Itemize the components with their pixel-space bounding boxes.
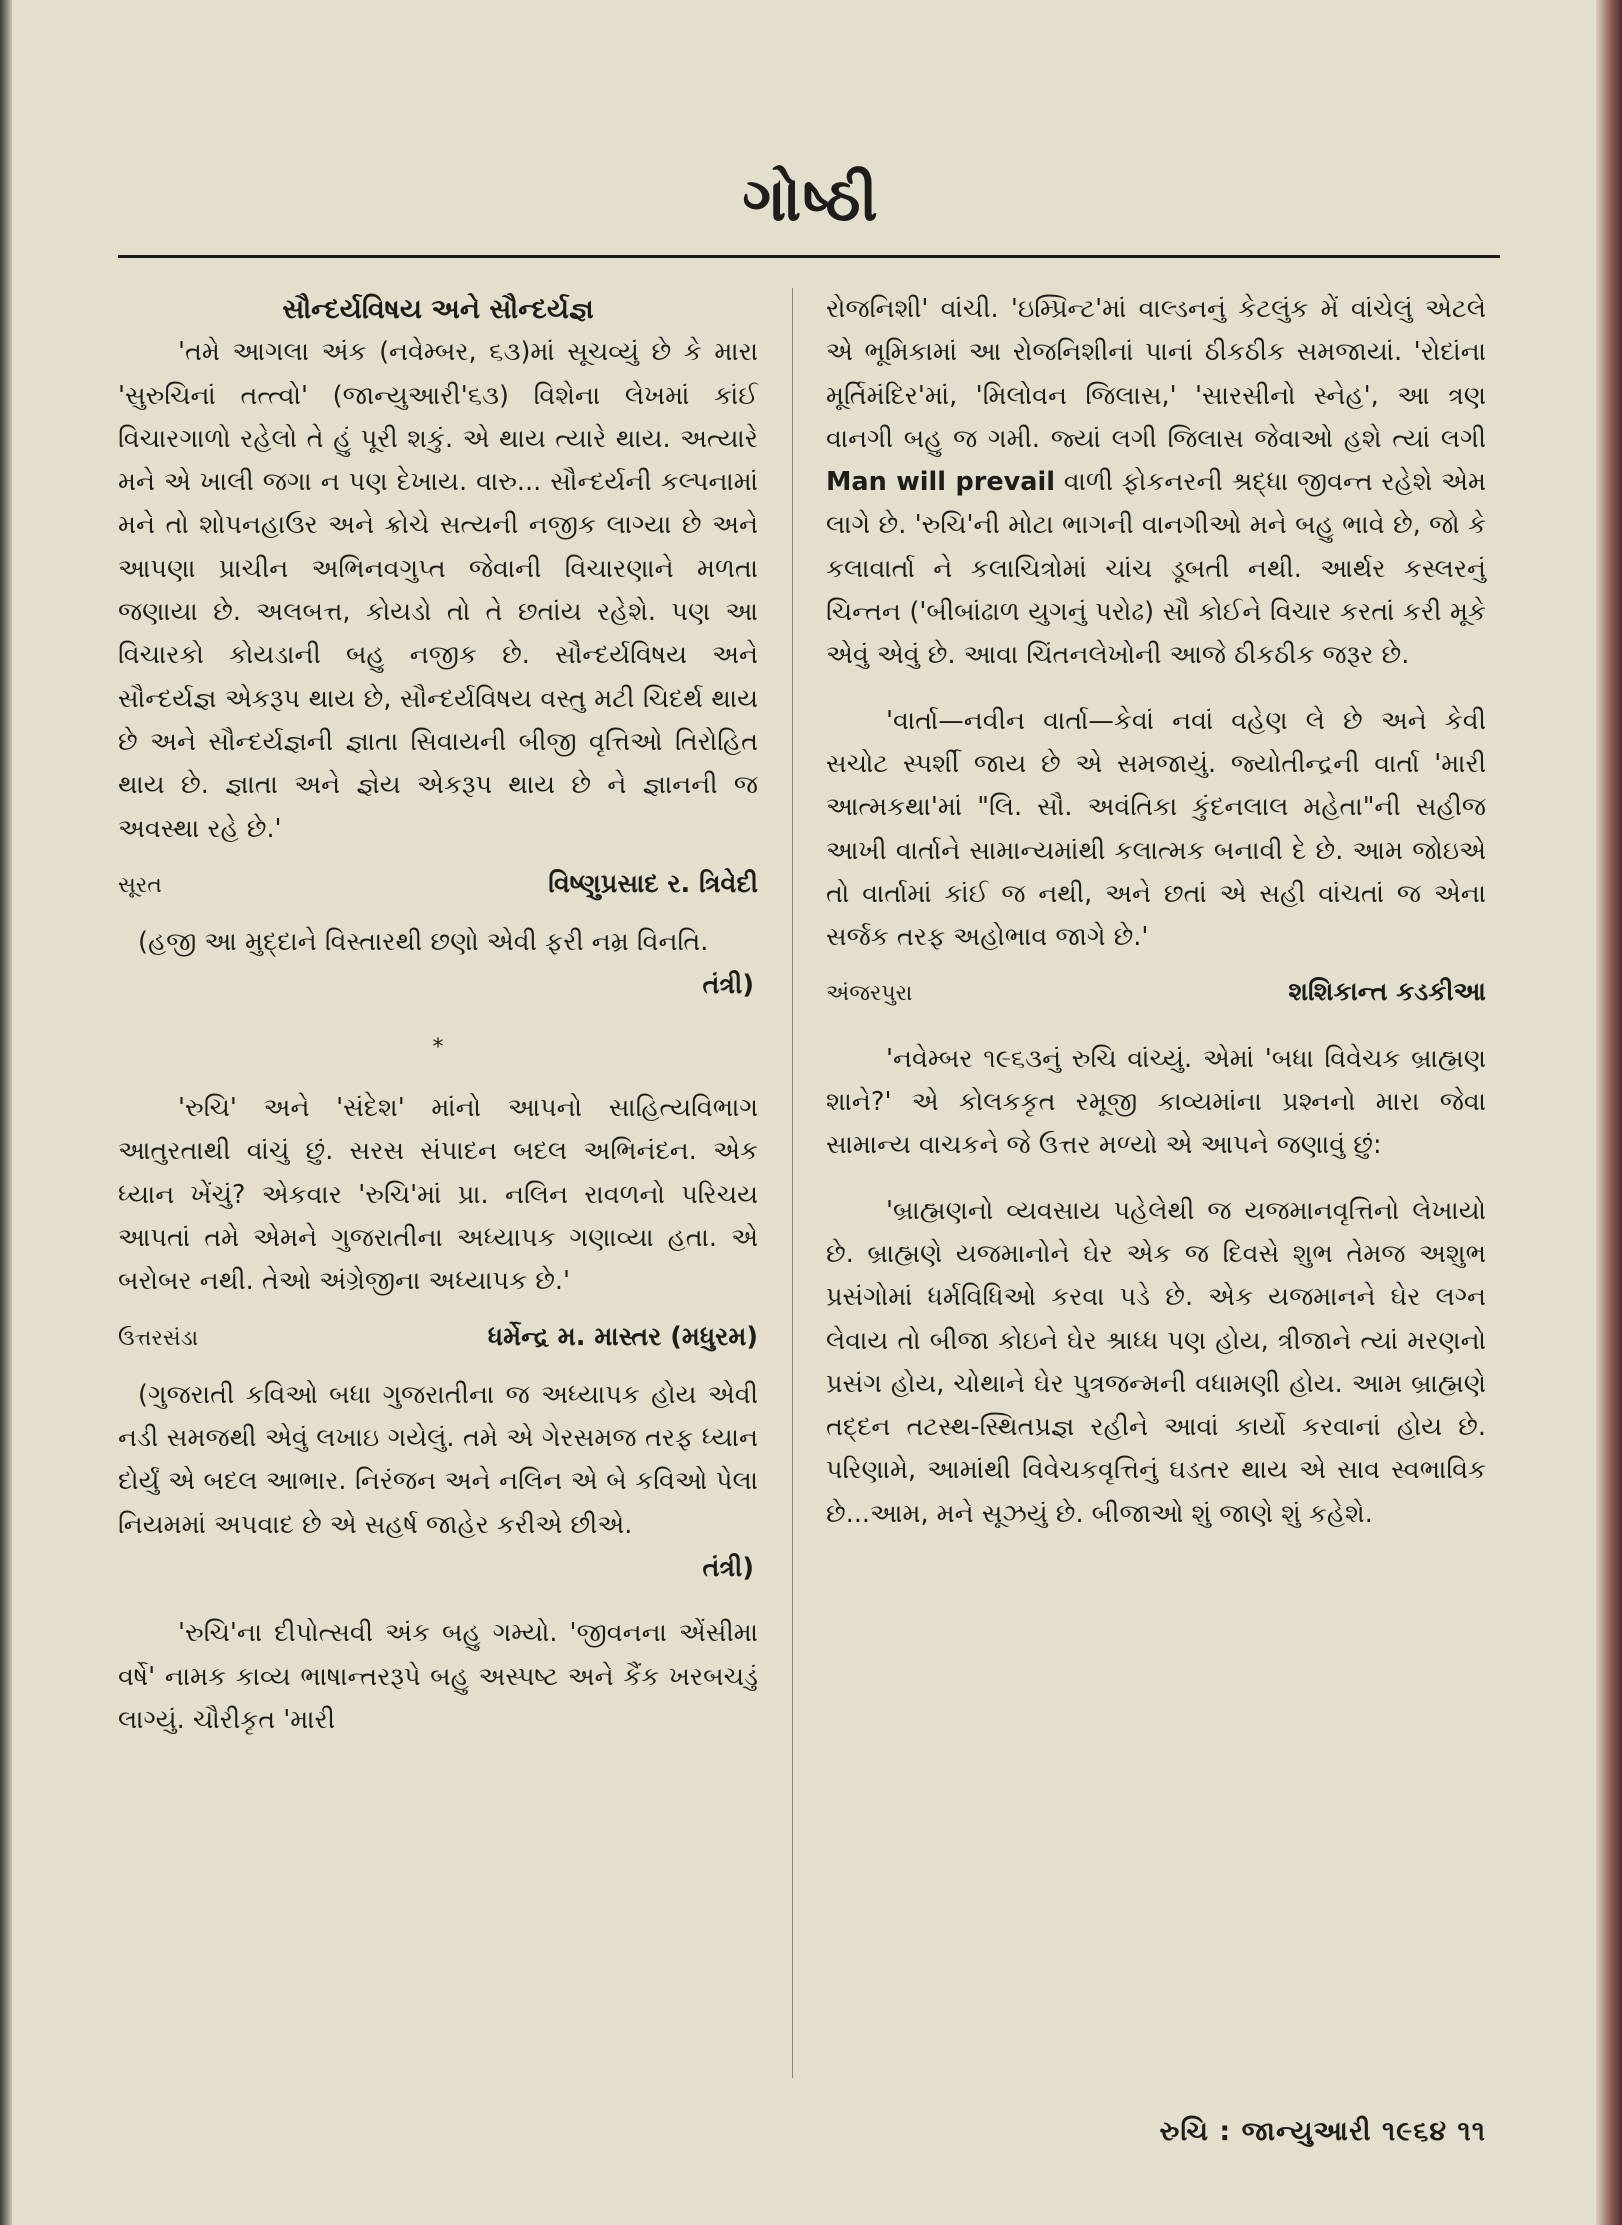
letter-paragraph: 'વાર્તા—નવીન વાર્તા—કેવાં નવાં વહેણ લે છે અને કેવી સચોટ સ્પર્શી જાય છે એ સમજાયું. જ્યોતીન્દ્રની વાર્તા 'મારી આત્મકથા'માં "લિ. સૌ. અવંતિકા કુંદનલાલ મહેતા"ની સહીજ આખી વાર્તાને સામાન્યમાંથી કલાત્મક બનાવી દે છે. આમ જોઇએ તો વાર્તામાં કાંઈ જ નથી, અને છતાં એ સહી વાંચતાં જ એના સર્જક તરફ અહોભાવ જાગે છે.'	[826, 705, 1486, 953]
letter-paragraph: 'તમે આગલા અંક (નવેમ્બર, ૬૩)માં સૂચવ્યું છે કે મારા 'સુરુચિનાં તત્ત્વો' (જાન્યુઆરી'૬૩) વિશેના લેખમાં કાંઈ વિચારગાળો રહેલો તે હું પૂરી શકું. એ થાય ત્યારે થાય. અત્યારે મને એ ખાલી જગા ન પણ દેખાય. વારુ... સૌન્દર્યની કલ્પનામાં મને તો શોપનહાઉર અને ક્રોચે સત્યની નજીક લાગ્યા છે અને આપણા પ્રાચીન અભિનવગુપ્ત જેવાની વિચારણાને મળતા જણાયા છે. અલબત્ત, કોયડો તો તે છતાંય રહેશે. પણ આ વિચારકો કોયડાની બહુ નજીક છે. સૌન્દર્યવિષય અને સૌન્દર્યજ્ઞ એકરૂપ થાય છે, સૌન્દર્યવિષય વસ્તુ મટી ચિદર્થ થાય છે અને સૌન્દર્યજ્ઞની જ્ઞાતા સિવાયની બીજી વૃત્તિઓ તિરોહિત થાય છે. જ્ઞાતા અને જ્ઞેય એકરૂપ થાય છે ને જ્ઞાનની જ અવસ્થા રહે છે.'	[118, 337, 758, 844]
editor-sign-row	[118, 964, 758, 1007]
signature-name: શશિકાન્ત કડકીઆ	[1288, 977, 1486, 1008]
signature-place: અંજરપુરા	[826, 981, 913, 1007]
column-divider	[792, 288, 793, 2078]
letter-paragraph: 'રુચિ'ના દીપોત્સવી અંક બહુ ગમ્યો. 'જીવનના એંસીમા વર્ષે' નામક કાવ્ય ભાષાન્તરરૂપે બહુ અસ્પષ્ટ અને કૈંક ખરબચડું લાગ્યું. ચૌરીકૃત 'મારી	[118, 1618, 758, 1735]
editor-sign: તંત્રી)	[702, 970, 754, 1001]
letter-paragraph	[826, 288, 1486, 678]
left-column	[118, 288, 758, 1742]
editor-sign: તંત્રી)	[702, 1553, 754, 1584]
right-column	[826, 288, 1486, 1536]
signature-row	[118, 1316, 758, 1360]
letter-paragraph: 'રુચિ' અને 'સંદેશ' માંનો આપનો સાહિત્યવિભાગ આતુરતાથી વાંચું છું. સરસ સંપાદન બદલ અભિનંદન. એક ધ્યાન ખેંચું? એકવાર 'રુચિ'માં પ્રા. નલિન રાવળનો પરિચય આપતાં તમે એમને ગુજરાતીના અધ્યાપક ગણાવ્યા હતા. એ બરોબર નથી. તેઓ અંગ્રેજીના અધ્યાપક છે.'	[118, 1093, 758, 1297]
page-footer: રુચિ : જાન્યુઆરી ૧૯૬૪ ૧૧	[1159, 2116, 1486, 2147]
editor-sign-row	[118, 1547, 758, 1590]
signature-row	[826, 971, 1486, 1015]
signature-row	[118, 863, 758, 907]
signature-name: ધર્મેન્દ્ર મ. માસ્તર (મધુરમ)	[487, 1321, 758, 1352]
page-edge-left	[0, 0, 12, 2225]
letter-text: રોજનિશી' વાંચી. 'ઇમ્પ્રિન્ટ'માં વાલ્ડનનું કેટલુંક મેં વાંચેલું એટલે એ ભૂમિકામાં આ રોજનિશીનાં પાનાં ઠીકઠીક સમજાયાં. 'રોદાંના મૂર્તિમંદિર'માં, 'મિલોવન જિલાસ,' 'સારસીનો સ્નેહ', આ ત્રણ વાનગી બહુ જ ગમી. જ્યાં લગી જિલાસ જેવાઓ હશે ત્યાં લગી	[826, 294, 1486, 454]
letter-text: વાળી ફોકનરની શ્રદ્ધા જીવન્ત રહેશે એમ લાગે છે. 'રુચિ'ની મોટા ભાગની વાનગીઓ મને બહુ ભાવે છે, જો કે કલાવાર્તા ને કલાચિત્રોમાં ચાંચ ડૂબતી નથી. આર્થર કસ્લરનું ચિન્તન ('બીબાંઢાળ યુગનું પરોઢ) સૌ કોઈને વિચાર કરતાં કરી મૂકે એવું એવું છે. આવા ચિંતનલેખોની આજે ઠીકઠીક જરૂર છે.	[826, 467, 1486, 671]
english-quote: Man will prevail	[826, 467, 1055, 498]
signature-name: વિષ્ણુપ્રસાદ ર. ત્રિવેદી	[548, 868, 758, 899]
page-edge-right	[1596, 0, 1622, 2225]
letter-paragraph: 'બ્રાહ્મણનો વ્યવસાય પહેલેથી જ યજમાનવૃત્તિનો લેખાયો છે. બ્રાહ્મણે યજમાનોને ઘેર એક જ દિવસે શુભ તેમજ અશુભ પ્રસંગોમાં ધર્મવિધિઓ કરવા પડે છે. એક યજમાનને ઘેર લગ્ન લેવાય તો બીજા કોઇને ઘેર શ્રાધ્ધ પણ હોય, ત્રીજાને ત્યાં મરણનો પ્રસંગ હોય, ચોથાને ઘેર પુત્રજન્મની વધામણી હોય. આમ બ્રાહ્મણે તદ્દન તટસ્થ-સ્થિતપ્રજ્ઞ રહીને આવાં કાર્યો કરવાનાં હોય છે. પરિણામે, આમાંથી વિવેચકવૃત્તિનું ઘડતર થાય એ સાવ સ્વભાવિક છે...આમ, મને સૂઝયું છે. બીજાઓ શું જાણે શું કહેશે.	[826, 1195, 1486, 1529]
signature-place: ઉત્તરસંડા	[118, 1325, 199, 1351]
editor-note: (ગુજરાતી કવિઓ બધા ગુજરાતીના જ અધ્યાપક હોય એવી નડી સમજથી એવું લખાઇ ગયેલું. તમે એ ગેરસમજ તરફ ધ્યાન દોર્યું એ બદલ આભાર. નિરંજન અને નલિન એ બે કવિઓ પેલા નિયમમાં અપવાદ છે એ સહર્ષ જાહેર કરીએ છીએ.	[118, 1379, 758, 1540]
editor-note: (હજી આ મુદ્દાને વિસ્તારથી છણો એવી ફરી નમ્ર વિનતિ.	[138, 927, 709, 958]
page-heading: ગોષ્ઠી	[742, 165, 880, 235]
section-title: સૌન્દર્યવિષય અને સૌન્દર્યજ્ઞ	[282, 294, 594, 325]
heading-rule	[118, 255, 1500, 258]
separator-asterisk: *	[432, 1034, 444, 1060]
signature-place: સૂરત	[118, 872, 162, 898]
letter-paragraph: 'નવેમ્બર ૧૯૬૩નું રુચિ વાંચ્યું. એમાં 'બધા વિવેચક બ્રાહ્મણ શાને?' એ કોલકકૃત રમૂજી કાવ્યમાંના પ્રશ્નનો મારા જેવા સામાન્ય વાચકને જે ઉત્તર મળ્યો એ આપને જણાવું છું:	[826, 1043, 1486, 1161]
